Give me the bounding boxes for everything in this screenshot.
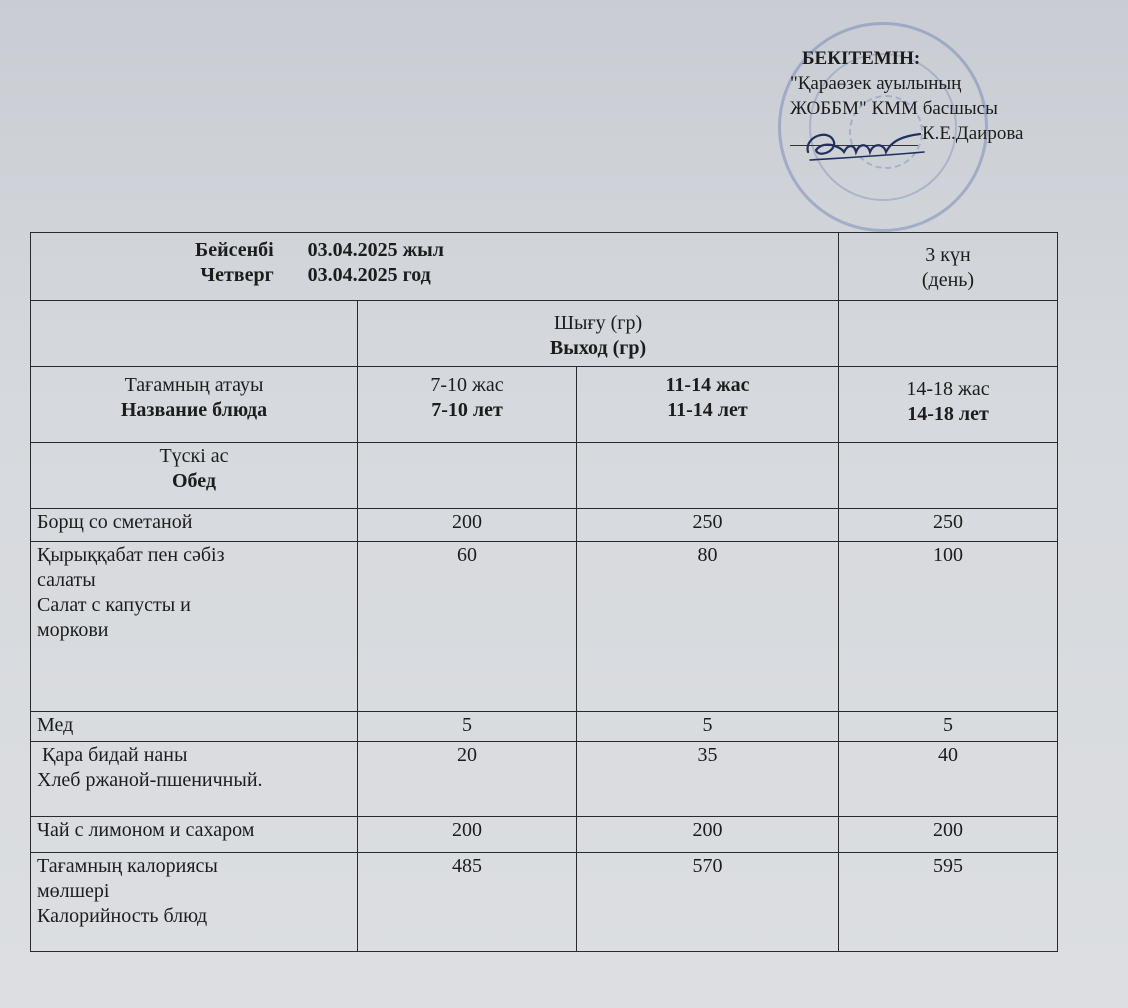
date-cell: [31, 233, 839, 301]
age3-ru: 14-18 лет: [907, 403, 989, 425]
table-row: [31, 542, 1058, 712]
age-11-14-header: [577, 367, 839, 443]
value-14-18: 100: [839, 542, 1058, 712]
value-11-14: 80: [577, 542, 839, 712]
value-7-10: 200: [358, 817, 577, 853]
day-number-ru: (день): [921, 269, 975, 291]
meal-row: [31, 443, 1058, 509]
date-ru: 03.04.2025 год: [307, 264, 431, 286]
dish-name-kz-2: салаты: [37, 569, 96, 591]
value-11-14: 5: [577, 712, 839, 742]
age3-kz: 14-18 жас: [906, 378, 990, 400]
dish-header-ru: Название блюда: [120, 399, 268, 421]
calorie-label-kz-1: Тағамның калориясы: [37, 855, 218, 877]
menu-table: [30, 232, 1058, 952]
value-11-14: 200: [577, 817, 839, 853]
day-kz: Бейсенбі: [194, 239, 274, 261]
approval-title: БЕКІТЕМІН:: [802, 48, 921, 69]
approval-line-1: "Қараөзек ауылының: [790, 73, 962, 94]
value-11-14: 35: [577, 742, 839, 817]
dish-name-header: [31, 367, 358, 443]
value-11-14: 250: [577, 509, 839, 542]
dish-name: Мед: [31, 712, 358, 742]
empty-cell: [839, 301, 1058, 367]
value-14-18: 250: [839, 509, 1058, 542]
meal-ru: Обед: [171, 470, 217, 492]
age1-kz: 7-10 жас: [430, 374, 504, 396]
dish-name: Борщ со сметаной: [31, 509, 358, 542]
calorie-label-ru: Калорийность блюд: [37, 905, 208, 927]
value-14-18: 40: [839, 742, 1058, 817]
handwritten-signature-icon: [800, 122, 930, 172]
day-ru: Четверг: [200, 264, 274, 286]
dish-name-ru-2: моркови: [37, 619, 109, 641]
value-14-18: 595: [839, 853, 1058, 952]
day-number-cell: [839, 233, 1058, 301]
dish-header-kz: Тағамның атауы: [124, 374, 264, 396]
day-number-kz: 3 күн: [925, 244, 971, 266]
value-11-14: 570: [577, 853, 839, 952]
value-7-10: 60: [358, 542, 577, 712]
empty-cell: [31, 301, 358, 367]
dish-name-kz: Қара бидай наны: [37, 744, 188, 766]
value-7-10: 200: [358, 509, 577, 542]
age2-kz: 11-14 жас: [665, 374, 750, 396]
value-14-18: 5: [839, 712, 1058, 742]
age2-ru: 11-14 лет: [667, 399, 748, 421]
output-kz: Шығу (гр): [553, 312, 643, 334]
header-row: [31, 233, 1058, 301]
dish-name-kz-1: Қырыққабат пен сәбіз: [37, 544, 225, 566]
dish-name-ru-1: Салат с капусты и: [37, 594, 191, 616]
value-14-18: 200: [839, 817, 1058, 853]
approval-signer: К.Е.Даирова: [922, 123, 1024, 144]
age-14-18-header: [839, 367, 1058, 443]
value-7-10: 20: [358, 742, 577, 817]
dish-name: Чай с лимоном и сахаром: [31, 817, 358, 853]
approval-line-2: ЖОББМ" КММ басшысы: [790, 98, 998, 119]
output-row: [31, 301, 1058, 367]
column-header-row: [31, 367, 1058, 443]
date-kz: 03.04.2025 жыл: [307, 239, 445, 261]
table-row: [31, 742, 1058, 817]
output-cell: [358, 301, 839, 367]
output-ru: Выход (гр): [549, 337, 647, 359]
meal-cell: [31, 443, 358, 509]
empty-cell: [577, 443, 839, 509]
value-7-10: 5: [358, 712, 577, 742]
age-7-10-header: [358, 367, 577, 443]
dish-name: [31, 853, 358, 952]
empty-cell: [839, 443, 1058, 509]
meal-kz: Түскі ас: [159, 445, 229, 467]
table-row: [31, 509, 1058, 542]
calorie-label-kz-2: мөлшері: [37, 880, 110, 902]
table-row: [31, 853, 1058, 952]
dish-name: [31, 542, 358, 712]
dish-name: [31, 742, 358, 817]
age1-ru: 7-10 лет: [431, 399, 503, 421]
table-row: [31, 817, 1058, 853]
table-row: [31, 712, 1058, 742]
empty-cell: [358, 443, 577, 509]
dish-name-ru: Хлеб ржаной-пшеничный.: [37, 769, 263, 791]
value-7-10: 485: [358, 853, 577, 952]
